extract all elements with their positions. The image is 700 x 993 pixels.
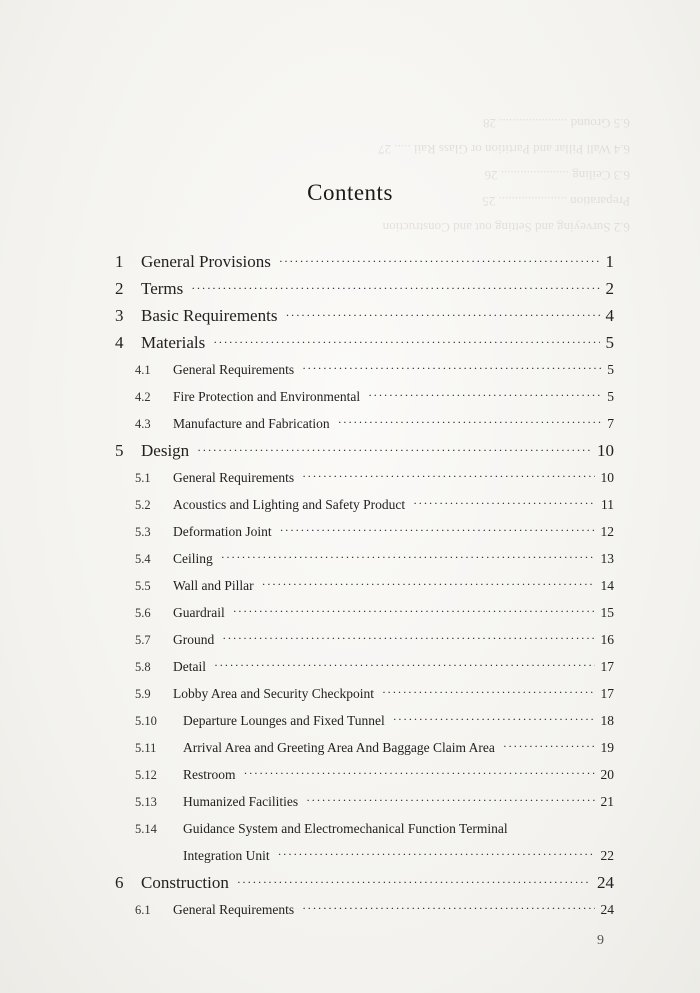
dot-leader: [221, 550, 595, 565]
entry-label: Construction: [141, 873, 229, 892]
entry-page: 11: [601, 497, 614, 512]
dot-leader: [306, 793, 594, 808]
toc-entry[interactable]: [135, 713, 614, 729]
entry-label: Acoustics and Lighting and Safety Product: [173, 497, 406, 512]
toc-entry[interactable]: [135, 524, 614, 540]
toc-entry[interactable]: [135, 497, 614, 513]
entry-label: Departure Lounges and Fixed Tunnel: [183, 713, 385, 728]
entry-page: 2: [605, 279, 614, 298]
dot-leader: [262, 577, 595, 592]
entry-number: 4.1: [135, 363, 151, 377]
toc-entry[interactable]: [115, 279, 614, 299]
dot-leader: [302, 361, 601, 376]
dot-leader: [191, 281, 599, 296]
dot-leader: [222, 631, 594, 646]
entry-number: 5.1: [135, 471, 151, 485]
dot-leader: [368, 388, 601, 403]
entry-label: Humanized Facilities: [183, 794, 299, 809]
entry-page: 17: [600, 686, 614, 701]
dot-leader: [233, 604, 595, 619]
entry-page: 18: [600, 713, 614, 728]
entry-page: 5: [605, 333, 614, 352]
entry-number: 2: [115, 279, 124, 298]
entry-label: Terms: [141, 279, 184, 298]
toc-entry[interactable]: [135, 794, 614, 810]
entry-page: 19: [600, 740, 614, 755]
entry-label: Deformation Joint: [173, 524, 272, 539]
entry-label: Ceiling: [173, 551, 213, 566]
toc-entry[interactable]: [135, 362, 614, 378]
entry-number: 6.1: [135, 903, 151, 917]
toc-entry[interactable]: [135, 821, 614, 837]
entry-page: 24: [597, 873, 614, 892]
toc-entry[interactable]: [115, 252, 614, 272]
entry-page: 21: [600, 794, 614, 809]
toc-entry[interactable]: [115, 873, 614, 893]
dot-leader: [278, 847, 595, 862]
entry-label: General Provisions: [141, 252, 271, 271]
entry-label: Materials: [141, 333, 206, 352]
toc-entry[interactable]: [115, 333, 614, 353]
entry-label: General Requirements: [173, 902, 295, 917]
dot-leader: [213, 335, 599, 350]
dot-leader: [237, 875, 591, 890]
entry-page: 7: [607, 416, 614, 431]
entry-number: 5.9: [135, 687, 151, 701]
dot-leader: [302, 901, 594, 916]
entry-number: 3: [115, 306, 124, 325]
entry-page: 4: [605, 306, 614, 325]
entry-label: Lobby Area and Security Checkpoint: [173, 686, 374, 701]
bleed-through-text: 6.2 Surveying and Setting out and Construction Preparation ..................... 25 6.3 Ceiling ..................... 26 6.4 Wall Pillar and Partition or Glass Rail ..... 27 6.5 Ground ..................... 28: [378, 116, 630, 235]
toc-entry[interactable]: [135, 659, 614, 675]
entry-number: 1: [115, 252, 124, 271]
entry-page: 5: [607, 389, 614, 404]
entry-page: 17: [600, 659, 614, 674]
entry-number: 5.8: [135, 660, 151, 674]
entry-label: Restroom: [183, 767, 236, 782]
entry-page: 12: [600, 524, 614, 539]
dot-leader: [382, 685, 595, 700]
entry-page: 22: [600, 848, 614, 863]
entry-number: 5.4: [135, 552, 151, 566]
toc-entry[interactable]: [135, 902, 614, 918]
toc-entry[interactable]: [135, 740, 614, 756]
toc-entry[interactable]: [135, 632, 614, 648]
entry-page: 20: [600, 767, 614, 782]
dot-leader: [214, 658, 595, 673]
entry-number: 5.12: [135, 768, 157, 782]
entry-page: 15: [600, 605, 614, 620]
page-number: 9: [597, 933, 604, 948]
entry-page: 16: [600, 632, 614, 647]
entry-number: 6: [115, 873, 124, 892]
toc-entry[interactable]: [135, 551, 614, 567]
entry-label: Arrival Area and Greeting Area And Baggage Claim Area: [183, 740, 495, 755]
entry-label: General Requirements: [173, 470, 295, 485]
dot-leader: [302, 469, 594, 484]
dot-leader: [285, 308, 599, 323]
entry-page: 1: [605, 252, 614, 271]
dot-leader: [338, 415, 602, 430]
entry-label: Basic Requirements: [141, 306, 278, 325]
dot-leader: [279, 254, 600, 269]
entry-label: Fire Protection and Environmental: [173, 389, 361, 404]
entry-number: 5.6: [135, 606, 151, 620]
toc-entry[interactable]: [135, 578, 614, 594]
entry-page: 10: [600, 470, 614, 485]
dot-leader: [280, 523, 595, 538]
toc-entry[interactable]: [115, 306, 614, 326]
entry-label: Wall and Pillar: [173, 578, 254, 593]
entry-label: General Requirements: [173, 362, 295, 377]
entry-label: Guidance System and Electromechanical Function Terminal: [183, 821, 508, 836]
toc-entry[interactable]: [135, 848, 614, 864]
entry-label: Guardrail: [173, 605, 225, 620]
entry-label: Detail: [173, 659, 206, 674]
entry-number: 5.14: [135, 822, 157, 836]
entry-label: Design: [141, 441, 190, 460]
entry-number: 5.11: [135, 741, 157, 755]
entry-number: 5.13: [135, 795, 157, 809]
toc-entry[interactable]: [135, 470, 614, 486]
entry-label: Ground: [173, 632, 215, 647]
dot-leader: [393, 712, 595, 727]
dot-leader: [197, 443, 591, 458]
entry-label: Manufacture and Fabrication: [173, 416, 330, 431]
entry-number: 5.7: [135, 633, 151, 647]
toc-entry[interactable]: [135, 686, 614, 702]
toc-entry[interactable]: [135, 389, 614, 405]
entry-number: 5.10: [135, 714, 157, 728]
entry-label: Integration Unit: [183, 848, 270, 863]
toc-entry[interactable]: [135, 767, 614, 783]
toc-entry[interactable]: [135, 416, 614, 432]
entry-page: 10: [597, 441, 614, 460]
dot-leader: [503, 739, 595, 754]
entry-number: 5.5: [135, 579, 151, 593]
entry-number: 4.2: [135, 390, 151, 404]
entry-number: 4: [115, 333, 124, 352]
entry-page: 14: [600, 578, 614, 593]
dot-leader: [244, 766, 595, 781]
entry-page: 24: [600, 902, 614, 917]
dot-leader: [413, 496, 595, 511]
entry-number: 5: [115, 441, 124, 460]
entry-number: 5.3: [135, 525, 151, 539]
toc-entry[interactable]: [115, 441, 614, 461]
entry-page: 5: [607, 362, 614, 377]
entry-page: 13: [600, 551, 614, 566]
toc-entry[interactable]: [135, 605, 614, 621]
entry-number: 4.3: [135, 417, 151, 431]
page-title: Contents: [307, 180, 393, 205]
entry-number: 5.2: [135, 498, 151, 512]
